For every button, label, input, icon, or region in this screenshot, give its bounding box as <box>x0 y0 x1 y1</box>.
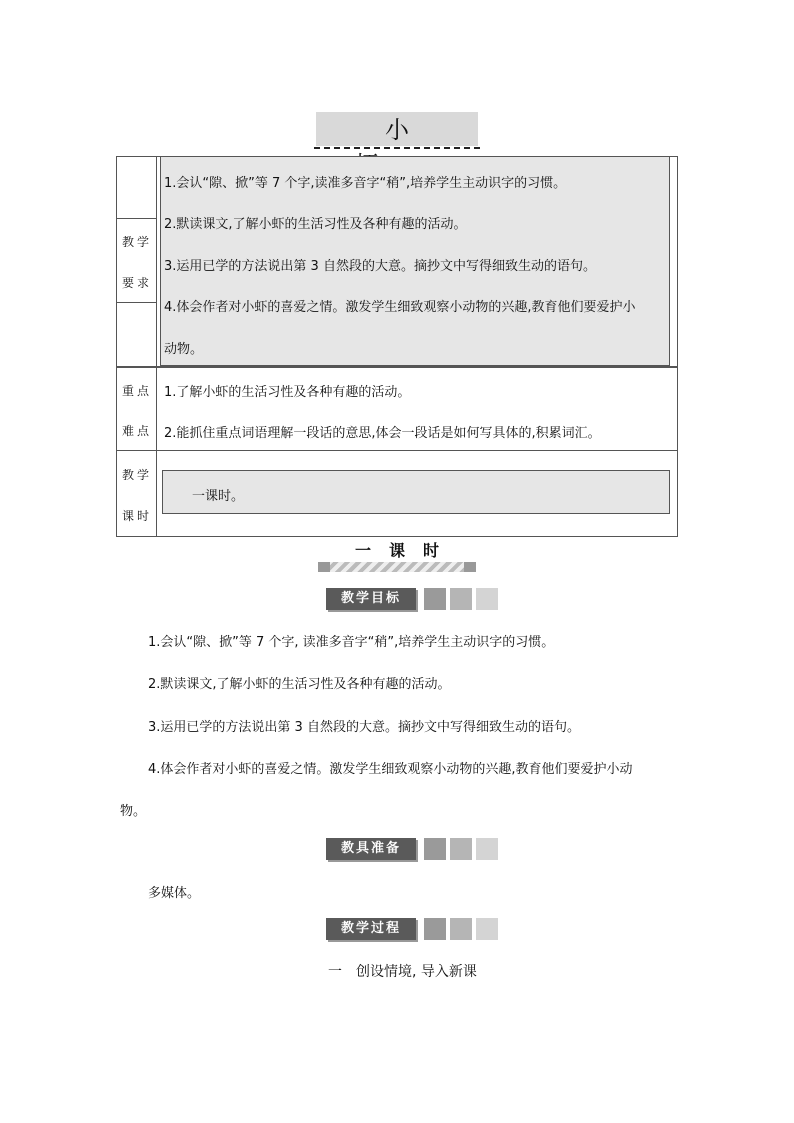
header-square-icon <box>450 588 472 610</box>
requirement-item: 4.体会作者对小虾的喜爱之情。激发学生细致观察小动物的兴趣,教育他们要爱护小 <box>164 300 636 315</box>
title-underline <box>314 147 480 149</box>
requirement-item: 1.会认“隙、掀”等 7 个字,读准多音字“稍”,培养学生主动识字的习惯。 <box>164 176 567 191</box>
keypoints-label-1: 重点 <box>122 384 153 398</box>
page-title: 小 <box>385 116 471 144</box>
requirements-label-2: 要求 <box>122 276 153 290</box>
requirement-item: 动物。 <box>164 342 204 357</box>
row-divider <box>116 450 678 451</box>
objectives-table <box>116 156 678 537</box>
ribbon-cap-right <box>464 562 476 572</box>
tools-header-label: 教具准备 <box>326 838 416 860</box>
goal-item: 物。 <box>120 804 147 819</box>
header-square-icon <box>476 588 498 610</box>
header-square-icon <box>424 918 446 940</box>
lesson-title: 一课时 <box>354 541 457 560</box>
goals-header-label: 教学目标 <box>326 588 416 610</box>
process-header <box>326 918 498 940</box>
label-divider <box>116 218 157 219</box>
tools-text: 多媒体。 <box>148 886 201 901</box>
keypoints-label-2: 难点 <box>122 424 153 438</box>
table-border-bottom <box>116 536 678 537</box>
periods-label-2: 课时 <box>122 509 153 523</box>
goal-item: 4.体会作者对小虾的喜爱之情。激发学生细致观察小动物的兴趣,教育他们要爱护小动 <box>148 762 633 777</box>
requirement-item: 2.默读课文,了解小虾的生活习性及各种有趣的活动。 <box>164 217 467 232</box>
requirements-label-1: 教学 <box>122 235 153 249</box>
periods-value: 一课时。 <box>192 489 245 504</box>
table-col-divider <box>156 156 157 537</box>
ribbon-cap-left <box>318 562 330 572</box>
header-square-icon <box>424 588 446 610</box>
process-header-label: 教学过程 <box>326 918 416 940</box>
header-square-icon <box>476 918 498 940</box>
goal-item: 2.默读课文,了解小虾的生活习性及各种有趣的活动。 <box>148 677 451 692</box>
header-square-icon <box>476 838 498 860</box>
goals-header <box>326 588 498 610</box>
table-border-right <box>677 156 678 537</box>
header-square-icon <box>450 918 472 940</box>
lesson-title-ribbon <box>322 562 472 572</box>
header-square-icon <box>424 838 446 860</box>
header-square-icon <box>450 838 472 860</box>
requirement-item: 3.运用已学的方法说出第 3 自然段的大意。摘抄文中写得细致生动的语句。 <box>164 259 596 274</box>
periods-label-1: 教学 <box>122 468 153 482</box>
process-step-1: 一 创设情境, 导入新课 <box>328 964 477 980</box>
goal-item: 1.会认“隙、掀”等 7 个字, 读准多音字“稍”,培养学生主动识字的习惯。 <box>148 635 555 650</box>
keypoint-item: 1.了解小虾的生活习性及各种有趣的活动。 <box>164 385 411 400</box>
tools-header <box>326 838 498 860</box>
table-border-left <box>116 156 117 537</box>
row-divider <box>116 366 678 368</box>
goal-item: 3.运用已学的方法说出第 3 自然段的大意。摘抄文中写得细致生动的语句。 <box>148 720 580 735</box>
label-divider <box>116 302 157 303</box>
keypoint-item: 2.能抓住重点词语理解一段话的意思,体会一段话是如何写具体的,积累词汇。 <box>164 426 601 441</box>
